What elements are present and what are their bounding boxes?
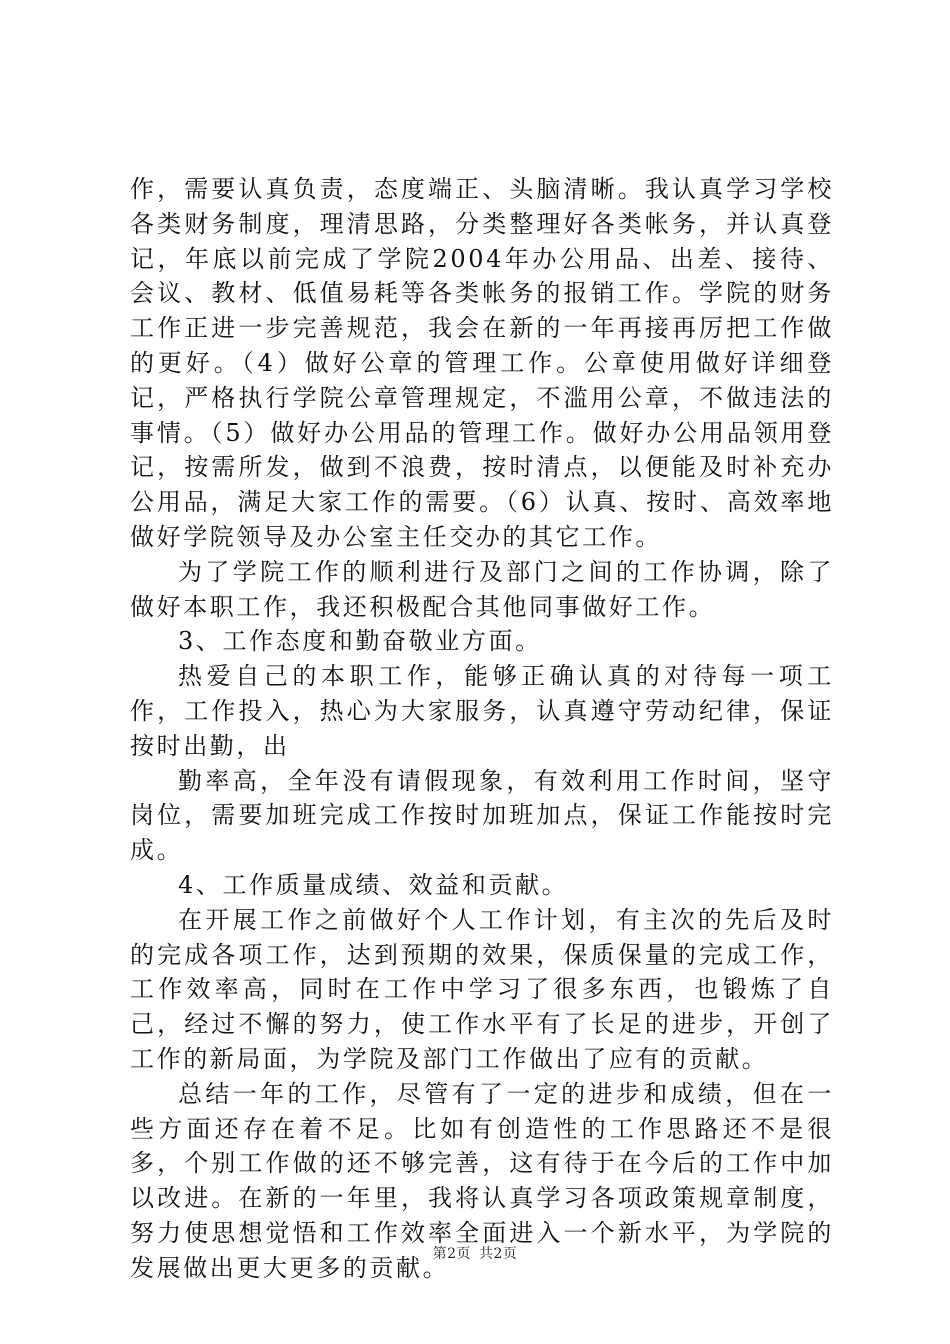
section-heading-work-attitude: 3、工作态度和勤奋敬业方面。 bbox=[178, 627, 542, 656]
document-body bbox=[130, 172, 834, 1286]
page-number: 第2页 bbox=[432, 1246, 471, 1262]
paragraph-2: 为了学院工作的顺利进行及部门之间的工作协调，除了做好本职工作，我还积极配合其他同事做好工作。 bbox=[130, 557, 834, 621]
page-footer bbox=[0, 1244, 950, 1264]
section-heading-work-quality: 4、工作质量成绩、效益和贡献。 bbox=[178, 870, 569, 899]
paragraph-7: 在开展工作之前做好个人工作计划，有主次的先后及时的完成各项工作，达到预期的效果，保质保量的完成工作，工作效率高，同时在工作中学习了很多东西，也锻炼了自己，经过不懈的努力，使工作水平有了长足的进步，开创了工作的新局面，为学院及部门工作做出了应有的贡献。 bbox=[130, 905, 834, 1073]
paragraph-4: 热爱自己的本职工作，能够正确认真的对待每一项工作，工作投入，热心为大家服务，认真遵守劳动纪律，保证按时出勤，出 bbox=[130, 662, 834, 760]
page-total: 共2页 bbox=[479, 1246, 518, 1262]
paragraph-1: 作，需要认真负责，态度端正、头脑清晰。我认真学习学校各类财务制度，理清思路，分类整理好各类帐务，并认真登记，年底以前完成了学院2004年办公用品、出差、接待、会议、教材、低值易耗等各类帐务的报销工作。学院的财务工作正进一步完善规范，我会在新的一年再接再厉把工作做的更好。（4）做好公章的管理工作。公章使用做好详细登记，严格执行学院公章管理规定，不滥用公章，不做违法的事情。（5）做好办公用品的管理工作。做好办公用品领用登记，按需所发，做到不浪费，按时清点，以便能及时补充办公用品，满足大家工作的需要。（6）认真、按时、高效率地做好学院领导及办公室主任交办的其它工作。 bbox=[130, 175, 834, 551]
paragraph-8: 总结一年的工作，尽管有了一定的进步和成绩，但在一些方面还存在着不足。比如有创造性的工作思路还不是很多，个别工作做的还不够完善，这有待于在今后的工作中加以改进。在新的一年里，我将认真学习各项政策规章制度，努力使思想觉悟和工作效率全面进入一个新水平，为学院的发展做出更大更多的贡献。 bbox=[130, 1079, 834, 1282]
paragraph-5: 勤率高，全年没有请假现象，有效利用工作时间，坚守岗位，需要加班完成工作按时加班加点，保证工作能按时完成。 bbox=[130, 766, 834, 865]
